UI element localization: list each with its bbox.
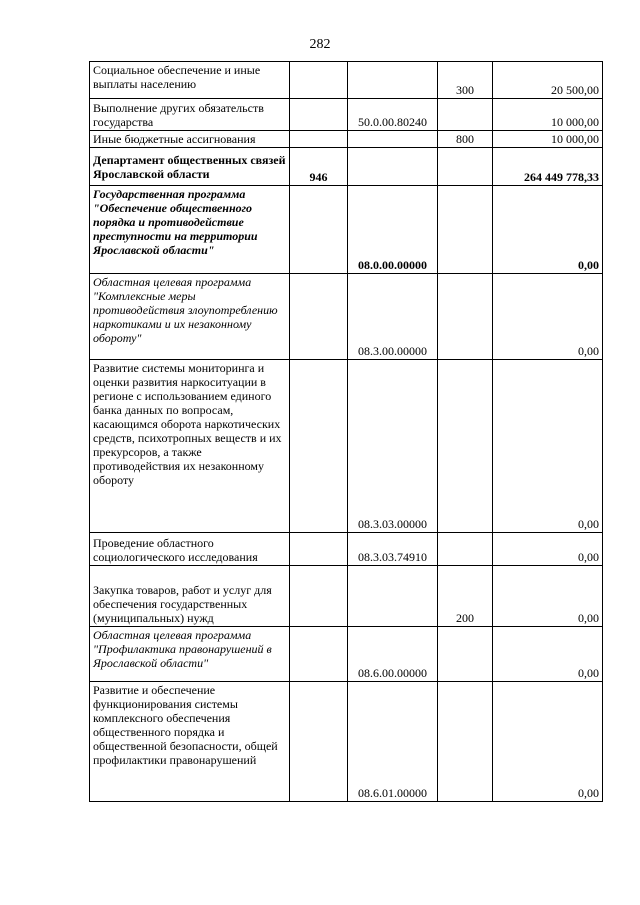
row-sum: 20 500,00 [493, 62, 603, 99]
row-type [438, 682, 493, 802]
table-row [90, 360, 603, 533]
row-name: Областная целевая программа "Комплексные меры противодействия злоупотреблению наркотиками и их незаконному обороту" [90, 274, 290, 360]
row-code: 08.6.00.00000 [348, 627, 438, 682]
table-row [90, 99, 603, 131]
row-type [438, 99, 493, 131]
row-dept [290, 274, 348, 360]
row-name: Развитие системы мониторинга и оценки развития наркоситуации в регионе с использованием единого банка данных по вопросам, касающимся оборота наркотических средств, психотропных веществ и их прекурсоров, а также противодействия их незаконному обороту [90, 360, 290, 533]
row-code [348, 131, 438, 148]
row-type [438, 360, 493, 533]
row-code: 50.0.00.80240 [348, 99, 438, 131]
table-row [90, 131, 603, 148]
row-dept [290, 682, 348, 802]
row-code: 08.0.00.00000 [348, 186, 438, 274]
table-row [90, 566, 603, 627]
row-sum: 0,00 [493, 682, 603, 802]
row-name: Закупка товаров, работ и услуг для обеспечения государственных (муниципальных) нужд [90, 566, 290, 627]
row-code: 08.3.03.74910 [348, 533, 438, 566]
table-row [90, 148, 603, 186]
row-sum: 0,00 [493, 274, 603, 360]
table-row [90, 274, 603, 360]
row-sum: 10 000,00 [493, 131, 603, 148]
row-sum: 10 000,00 [493, 99, 603, 131]
row-sum: 0,00 [493, 627, 603, 682]
row-dept [290, 131, 348, 148]
row-type: 300 [438, 62, 493, 99]
row-type [438, 627, 493, 682]
table-row [90, 627, 603, 682]
row-name: Департамент общественных связей Ярославской области [90, 148, 290, 186]
row-code [348, 148, 438, 186]
row-dept [290, 627, 348, 682]
row-code: 08.3.00.00000 [348, 274, 438, 360]
row-dept [290, 566, 348, 627]
row-code: 08.6.01.00000 [348, 682, 438, 802]
row-sum: 264 449 778,33 [493, 148, 603, 186]
row-name: Развитие и обеспечение функционирования системы комплексного обеспечения общественного порядка и общественной безопасности, общей профилактики правонарушений [90, 682, 290, 802]
row-dept [290, 62, 348, 99]
row-name: Иные бюджетные ассигнования [90, 131, 290, 148]
row-type: 800 [438, 131, 493, 148]
row-dept [290, 360, 348, 533]
row-dept [290, 99, 348, 131]
row-dept [290, 533, 348, 566]
row-code [348, 62, 438, 99]
row-sum: 0,00 [493, 566, 603, 627]
table-row [90, 682, 603, 802]
row-name: Государственная программа "Обеспечение общественного порядка и противодействие преступности на территории Ярославской области" [90, 186, 290, 274]
row-code: 08.3.03.00000 [348, 360, 438, 533]
row-type [438, 533, 493, 566]
row-sum: 0,00 [493, 533, 603, 566]
row-name: Выполнение других обязательств государства [90, 99, 290, 131]
row-name: Проведение областного социологического исследования [90, 533, 290, 566]
table-row [90, 533, 603, 566]
row-sum: 0,00 [493, 360, 603, 533]
row-type [438, 148, 493, 186]
row-name: Областная целевая программа "Профилактика правонарушений в Ярославской области" [90, 627, 290, 682]
row-type [438, 274, 493, 360]
row-name: Социальное обеспечение и иные выплаты населению [90, 62, 290, 99]
row-code [348, 566, 438, 627]
row-dept: 946 [290, 148, 348, 186]
table-row [90, 186, 603, 274]
row-sum: 0,00 [493, 186, 603, 274]
row-dept [290, 186, 348, 274]
row-type: 200 [438, 566, 493, 627]
row-type [438, 186, 493, 274]
budget-table [89, 61, 603, 802]
page-number: 282 [309, 37, 331, 52]
table-row [90, 62, 603, 99]
